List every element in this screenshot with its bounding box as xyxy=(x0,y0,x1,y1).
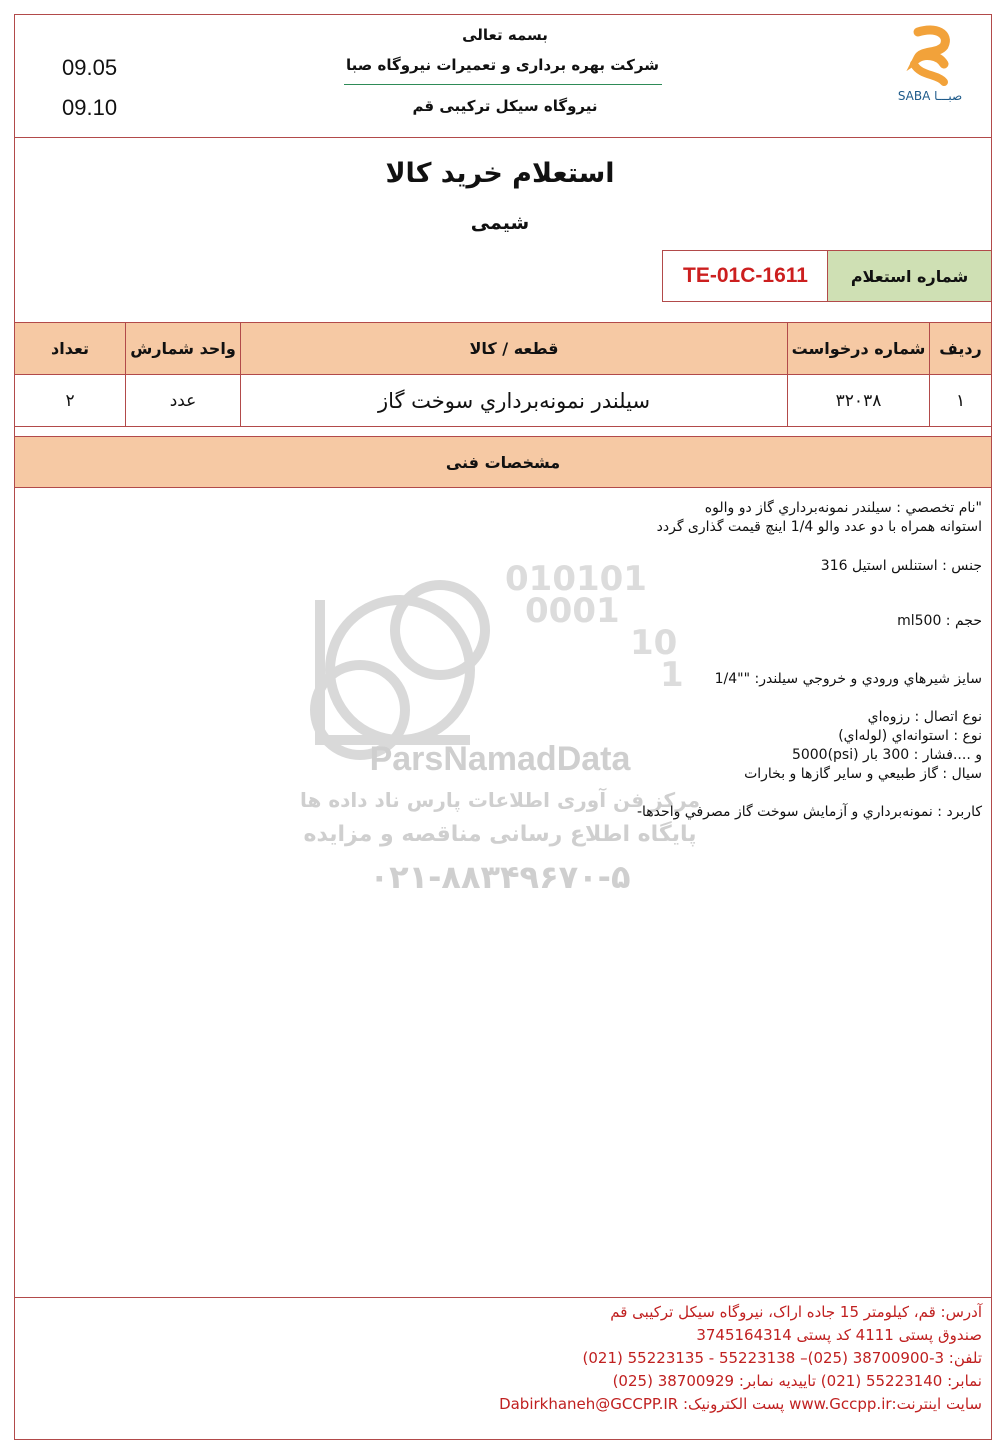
wm-digits-1: 010101 xyxy=(505,560,647,599)
plant-name: نیروگاه سیکل ترکیبی قم xyxy=(412,97,598,115)
company-underline xyxy=(344,84,662,85)
wm-digits-2: 0001 xyxy=(525,591,620,631)
cell-unit: عدد xyxy=(125,374,241,427)
header-unit: واحد شمارش xyxy=(125,322,241,375)
header-row-no: ردیف xyxy=(929,322,992,375)
saba-logo xyxy=(888,24,972,108)
greeting: بسمه تعالی xyxy=(462,26,548,44)
footer-phone: تلفن: 3-38700900 (025)– 55223138 - 55223135 (021) xyxy=(582,1349,982,1367)
wm-brand: ParsNamadData xyxy=(369,740,631,778)
form-code-1: 09.05 xyxy=(62,55,118,80)
spec-line-6: نوع اتصال : رزوه‌اي xyxy=(867,709,982,725)
header-qty: تعداد xyxy=(14,322,126,375)
inquiry-box xyxy=(662,250,992,302)
footer-pobox: صندوق پستی 4111 کد پستی 3745164314 xyxy=(696,1326,982,1344)
spec-line-8: و ....فشار : 300 بار (psi)5000 xyxy=(791,747,982,763)
page-subtitle: شیمی xyxy=(470,212,530,234)
spec-line-5: سايز شيرهاي ورودي و خروجي سيلندر: ""1/4 xyxy=(714,671,982,687)
wm-line-2: پایگاه اطلاع رسانی مناقصه و مزایده xyxy=(303,822,697,847)
logo-text: SABA صبـــا xyxy=(897,89,963,103)
inquiry-number: TE-01C-1611 xyxy=(683,264,808,287)
cell-item: سيلندر نمونه‌برداري سوخت گاز xyxy=(240,374,788,427)
footer-fax: نمابر: 55223140 (021) تاییدیه نمابر: 38700929 (025) xyxy=(612,1372,982,1390)
header-item: قطعه / کالا xyxy=(240,322,788,375)
wm-line-1: مرکز فن آوری اطلاعات پارس ناد داده ها xyxy=(300,788,700,812)
items-table xyxy=(14,322,992,427)
footer-address: آدرس: قم، کیلومتر 15 جاده اراک، نیروگاه سیکل ترکیبی قم xyxy=(610,1303,982,1321)
spec-line-7: نوع : استوانه‌اي (لوله‌اي) xyxy=(838,728,982,744)
form-code-2: 09.10 xyxy=(62,95,118,120)
header-divider xyxy=(15,137,991,138)
footer-divider xyxy=(15,1297,991,1298)
page-title: استعلام خرید کالا xyxy=(385,158,615,189)
wm-digits-4: 1 xyxy=(660,655,684,695)
wm-digits-3: 10 xyxy=(630,623,678,663)
spec-line-4: حجم : ml500 xyxy=(897,613,982,629)
cell-qty: ۲ xyxy=(14,374,126,427)
header-request-no: شماره درخواست xyxy=(787,322,930,375)
cell-request-no: ۳۲۰۳۸ xyxy=(787,374,930,427)
cell-row-no: ۱ xyxy=(929,374,992,427)
footer-web: سایت اینترنت:www.Gccpp.ir پست الکترونیک: Dabirkhaneh@GCCPP.IR xyxy=(499,1395,982,1413)
inquiry-label: شماره استعلام xyxy=(827,251,991,301)
spec-line-3: جنس : استنلس استيل 316 xyxy=(820,558,982,574)
watermark xyxy=(290,560,710,900)
specs-heading: مشخصات فنی xyxy=(14,436,992,488)
company-name: شرکت بهره برداری و تعمیرات نیروگاه صبا xyxy=(346,56,659,74)
spec-line-1: "نام تخصصي : سيلندر نمونه‌برداري گاز دو والوه xyxy=(704,500,982,516)
spec-line-10: كاربرد : نمونه‌برداري و آزمايش سوخت گاز مصرفي واحدها- xyxy=(636,804,982,820)
spec-line-2: استوانه همراه با دو عدد والو 1/4 اینچ قیمت گذاری گردد xyxy=(656,519,982,535)
wm-phone: ۰۲۱-۸۸۳۴۹۶۷۰-۵ xyxy=(369,858,631,896)
spec-line-9: سيال : گاز طبيعي و ساير گازها و بخارات xyxy=(744,766,982,782)
